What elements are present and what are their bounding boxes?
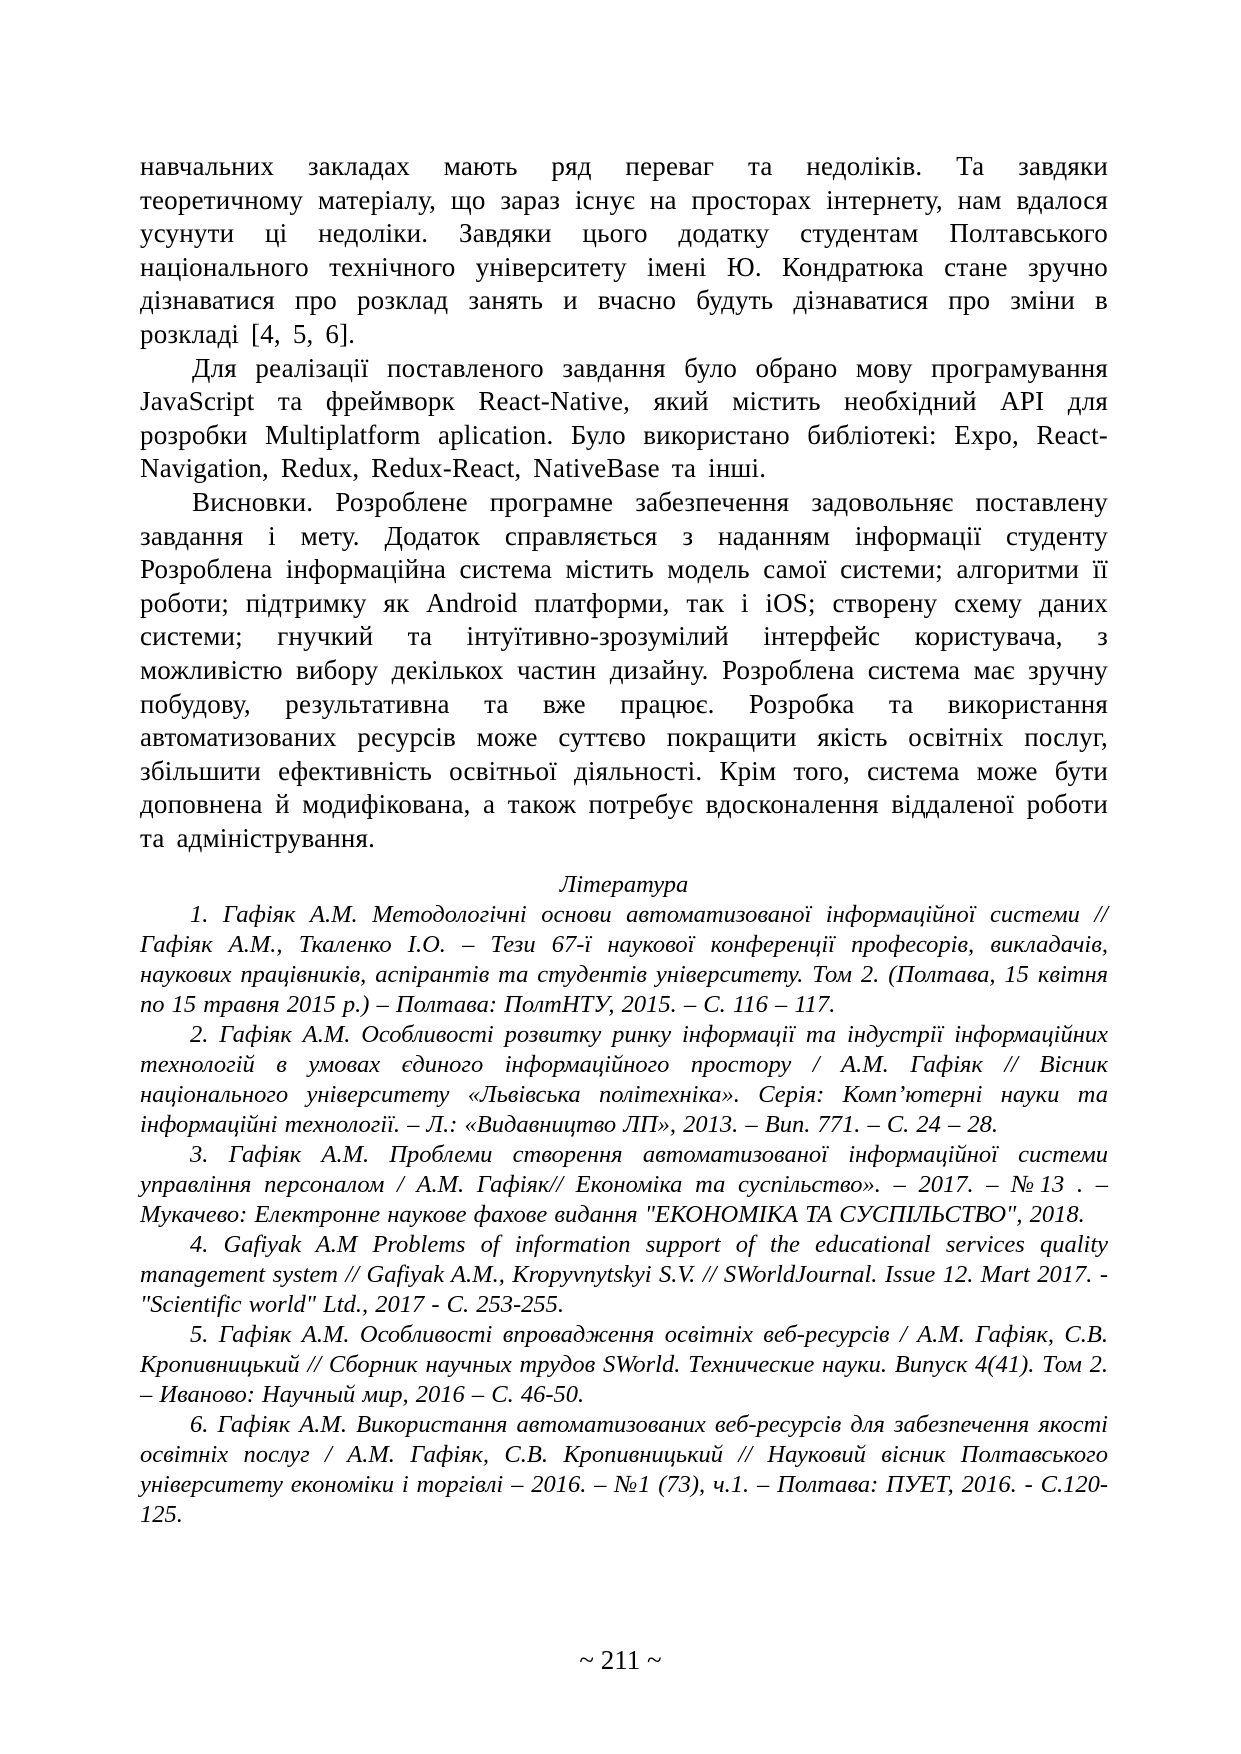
reference-item-5: 5. Гафіяк А.М. Особливості впровадження освітніх веб-ресурсів / А.М. Гафіяк, С.В. Кропивницький // Сборник научных трудов SWorld. Технические науки. Випуск 4(41). Том 2. – Иваново: Научный мир, 2016 – С. 46-50. — [140, 1321, 1108, 1409]
reference-item-3: 3. Гафіяк А.М. Проблеми створення автоматизованої інформаційної системи управління персоналом / А.М. Гафіяк// Економіка та суспільство». – 2017. – №13 . – Мукачево: Електронне наукове фахове видання "ЕКОНОМІКА ТА СУСПІЛЬСТВО", 2018. — [140, 1141, 1108, 1229]
reference-item-4: 4. Gafiyak A.M Problems of information support of the educational services quality management system // Gafiyak A.M., Kropyvnytskyi S.V. // SWorldJournal. Issue 12. Mart 2017. - "Scientific world" Ltd., 2017 - С. 253-255. — [140, 1231, 1108, 1319]
reference-item-6: 6. Гафіяк А.М. Використання автоматизованих веб-ресурсів для забезпечення якості освітніх послуг / А.М. Гафіяк, С.В. Кропивницький // Науковий вісник Полтавського університету економіки і торгівлі – 2016. – №1 (73), ч.1. – Полтава: ПУЕТ, 2016. - С.120-125. — [140, 1411, 1108, 1529]
reference-item-2: 2. Гафіяк А.М. Особливості розвитку ринку інформації та індустрії інформаційних технологій в умовах єдиного інформаційного простору / А.М. Гафіяк // Вісник національного університету «Львівська політехніка». Серія: Комп’ютерні науки та інформаційні технології. – Л.: «Видавництво ЛП», 2013. – Вип. 771. – С. 24 – 28. — [140, 1021, 1108, 1139]
reference-item-1: 1. Гафіяк А.М. Методологічні основи автоматизованої інформаційної системи // Гафіяк А.М., Ткаленко І.О. – Тези 67-ї наукової конференції професорів, викладачів, наукових працівників, аспірантів та студентів університету. Том 2. (Полтава, 15 квітня по 15 травня 2015 р.) – Полтава: ПолтНТУ, 2015. – С. 116 – 117. — [140, 901, 1108, 1019]
body-paragraph-conclusions: Висновки. Розроблене програмне забезпечення задовольняє поставлену завдання і мету. Додаток справляється з наданням інформації студенту Розроблена інформаційна система містить модель самої системи; алгоритми її роботи; підтримку як Android платформи, так і iOS; створену схему даних системи; гнучкий та інтуїтивно-зрозумілий інтерфейс користувача, з можливістю вибору декількох частин дизайну. Розроблена система має зручну побудову, результативна та вже працює. Розробка та використання автоматизованих ресурсів може суттєво покращити якість освітніх послуг, збільшити ефективність освітньої діяльності. Крім того, система може бути доповнена й модифікована, а також потребує вдосконалення віддаленої роботи та адміністрування. — [140, 486, 1108, 853]
references-heading: Література — [559, 871, 689, 899]
body-paragraph-continuation: навчальних закладах мають ряд переваг та недоліків. Та завдяки теоретичному матеріалу, що зараз існує на просторах інтернету, нам вдалося усунути ці недоліки. Завдяки цього додатку студентам Полтавського національного технічного університету імені Ю. Кондратюка стане зручно дізнаватися про розклад занять и вчасно будуть дізнаватися про зміни в розкладі [4, 5, 6]. — [140, 151, 1108, 349]
body-paragraph-implementation: Для реалізації поставленого завдання було обрано мову програмування JavaScript та фреймворк React-Native, який містить необхідний API для розробки Multiplatform aplication. Було використано библіотекі: Expo, React-Navigation, Redux, Redux-React, NativeBase та інші. — [140, 352, 1108, 484]
text-block — [140, 150, 1108, 1530]
page-number: ~ 211 ~ — [579, 1645, 662, 1675]
